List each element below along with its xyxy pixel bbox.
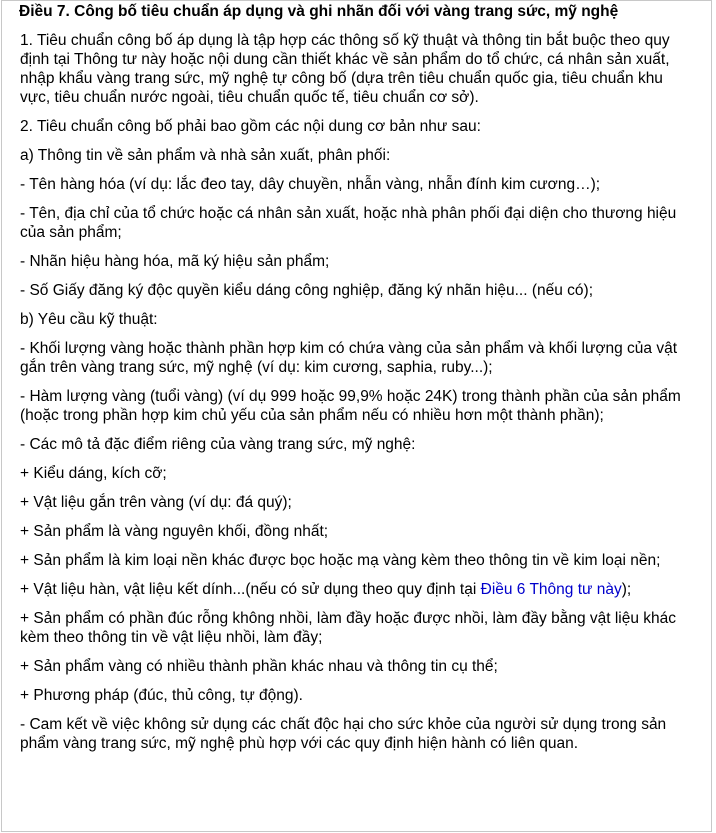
list-item-material: + Vật liệu gắn trên vàng (ví dụ: đá quý);: [20, 494, 292, 511]
list-item-plated: + Sản phẩm là kim loại nền khác được bọc hoặc mạ vàng kèm theo thông tin về kim loại nền;: [20, 552, 661, 569]
article-title: Điều 7. Công bố tiêu chuẩn áp dụng và ghi nhãn đối với vàng trang sức, mỹ nghệ: [19, 3, 619, 20]
article-6-link[interactable]: Điều 6 Thông tư này: [480, 581, 622, 598]
list-item-brand: - Nhãn hiệu hàng hóa, mã ký hiệu sản phẩm;: [20, 253, 330, 270]
list-item-hollow: + Sản phẩm có phần đúc rỗng không nhồi, làm đầy hoặc được nhồi, làm đầy bằng vật liệu khác kèm theo thông tin về vật liệu nhồi, làm đầy;: [20, 610, 677, 646]
list-item-gold-content: - Hàm lượng vàng (tuổi vàng) (ví dụ 999 hoặc 99,9% hoặc 24K) trong thành phần của sản phẩm (hoặc trong phần hợp kim chủ yếu của sản phẩm nếu có nhiều hơn một thành phần);: [20, 388, 681, 424]
solder-text-after: );: [621, 581, 632, 598]
list-item-commitment: - Cam kết về việc không sử dụng các chất độc hại cho sức khỏe của người sử dụng trong sản phẩm vàng trang sức, mỹ nghệ phù hợp với các quy định hiện hành có liên quan.: [20, 716, 667, 752]
list-item-description: - Các mô tả đặc điểm riêng của vàng trang sức, mỹ nghệ:: [20, 436, 416, 453]
list-item-style: + Kiểu dáng, kích cỡ;: [20, 465, 167, 482]
list-item-solder: [20, 580, 697, 599]
solder-text-before: + Vật liệu hàn, vật liệu kết dính...(nếu có sử dụng theo quy định tại: [20, 581, 481, 598]
paragraph-2: 2. Tiêu chuẩn công bố phải bao gồm các nội dung cơ bản như sau:: [20, 118, 481, 135]
list-item-product-name: - Tên hàng hóa (ví dụ: lắc đeo tay, dây chuyền, nhẫn vàng, nhẫn đính kim cương…);: [20, 176, 601, 193]
document-body: [1, 0, 712, 832]
paragraph-a: a) Thông tin về sản phẩm và nhà sản xuất, phân phối:: [20, 147, 391, 164]
list-item-weight: - Khối lượng vàng hoặc thành phần hợp kim có chứa vàng của sản phẩm và khối lượng của vật gắn trên vàng trang sức, mỹ nghệ (ví dụ: kim cương, saphia, ruby...);: [20, 340, 678, 376]
paragraph-b: b) Yêu cầu kỹ thuật:: [20, 311, 158, 328]
list-item-address: - Tên, địa chỉ của tổ chức hoặc cá nhân sản xuất, hoặc nhà phân phối đại diện cho thương hiệu của sản phẩm;: [20, 205, 677, 241]
list-item-components: + Sản phẩm vàng có nhiều thành phần khác nhau và thông tin cụ thể;: [20, 658, 498, 675]
paragraph-1: 1. Tiêu chuẩn công bố áp dụng là tập hợp các thông số kỹ thuật và thông tin bắt buộc theo quy định tại Thông tư này hoặc nội dung cần thiết khác về sản phẩm do tổ chức, cá nhân sản xuất, nhập khẩu vàng trang sức, mỹ nghệ tự công bố (dựa trên tiêu chuẩn quốc gia, tiêu chuẩn khu vực, tiêu chuẩn nước ngoài, tiêu chuẩn quốc tế, tiêu chuẩn cơ sở).: [20, 32, 670, 106]
list-item-solid-gold: + Sản phẩm là vàng nguyên khối, đồng nhất;: [20, 523, 329, 540]
list-item-registration: - Số Giấy đăng ký độc quyền kiểu dáng công nghiệp, đăng ký nhãn hiệu... (nếu có);: [20, 282, 594, 299]
list-item-method: + Phương pháp (đúc, thủ công, tự động).: [20, 687, 303, 704]
